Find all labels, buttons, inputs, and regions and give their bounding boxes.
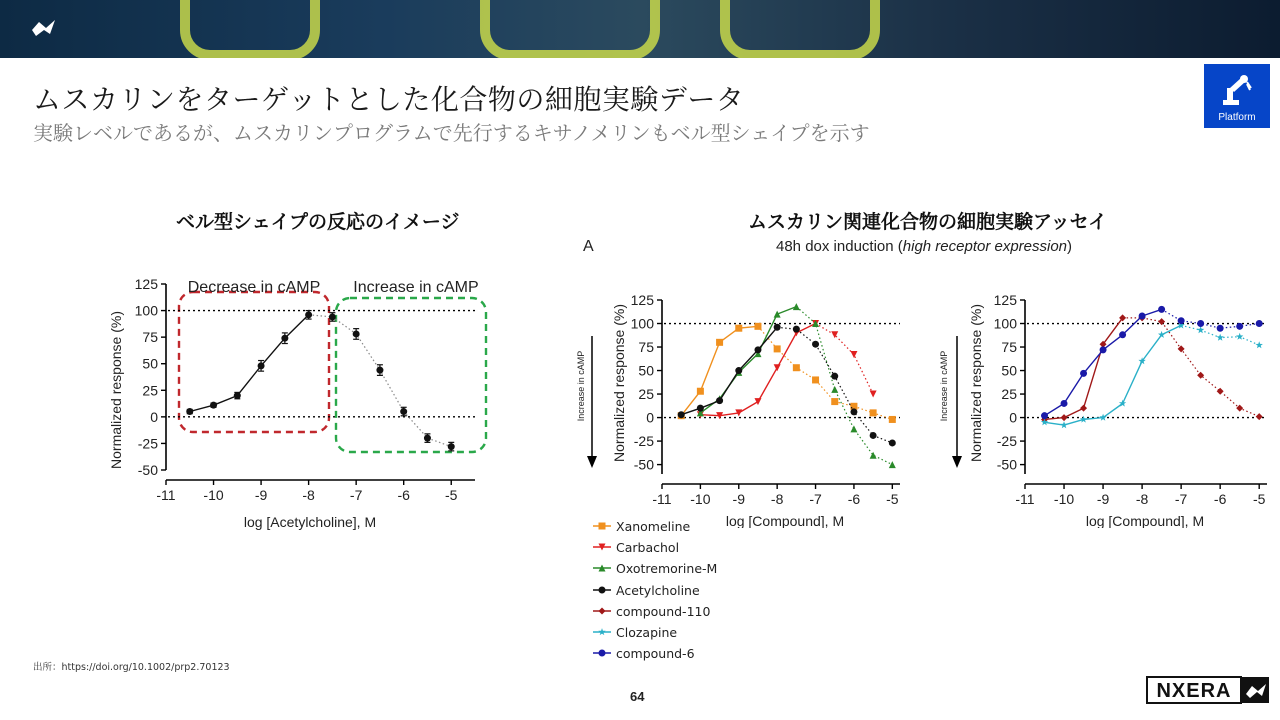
- condition-end: ): [1067, 238, 1073, 255]
- header-banner: [0, 0, 1280, 58]
- arrow-head-icon: [587, 456, 597, 468]
- x-tick-label: -9: [254, 487, 268, 503]
- data-point: [774, 345, 781, 352]
- x-tick-label: -5: [1252, 491, 1266, 507]
- y-tick-label: 50: [638, 362, 654, 379]
- data-point: [870, 391, 877, 398]
- series-line: [1045, 309, 1162, 415]
- legend-label: Xanomeline: [616, 519, 691, 534]
- bell-shape-chart: [100, 270, 490, 532]
- legend-label: Oxotremorine-M: [616, 561, 718, 577]
- y-axis-label: Normalized response (%): [968, 304, 984, 462]
- legend-marker: [599, 650, 606, 657]
- arrow-head-icon: [952, 456, 962, 468]
- data-point: [812, 376, 819, 383]
- y-axis-label: Normalized response (%): [108, 311, 124, 469]
- data-point: [793, 326, 800, 333]
- data-point: [1041, 412, 1048, 419]
- legend-swatch: [592, 647, 612, 659]
- data-point: [1060, 421, 1067, 428]
- data-point: [448, 443, 455, 450]
- data-point: [831, 386, 838, 393]
- data-point: [1217, 334, 1224, 341]
- data-point: [210, 402, 217, 409]
- x-tick-label: -7: [1174, 491, 1188, 507]
- legend-label: compound-110: [616, 603, 711, 619]
- nxera-wordmark: NXERA: [1156, 680, 1232, 702]
- banner-decoration: [480, 0, 660, 58]
- data-point: [774, 364, 781, 371]
- y-tick-label: 0: [1009, 409, 1017, 426]
- data-point: [1100, 346, 1107, 353]
- condition-italic: high receptor expression: [902, 238, 1068, 255]
- y-tick-label: 25: [142, 382, 158, 399]
- data-point: [793, 303, 800, 310]
- x-tick-label: -8: [770, 491, 784, 507]
- data-point: [870, 432, 877, 439]
- data-point: [1061, 414, 1068, 421]
- y-tick-label: 100: [134, 302, 158, 319]
- legend-marker: [599, 523, 606, 530]
- data-point: [697, 405, 704, 412]
- data-point: [678, 411, 685, 418]
- data-point: [774, 324, 781, 331]
- data-point: [697, 388, 704, 395]
- data-point: [850, 408, 857, 415]
- x-tick-label: -10: [1053, 491, 1075, 507]
- y-tick-label: 100: [993, 315, 1017, 332]
- nxera-logo: [1146, 676, 1270, 704]
- data-point: [1197, 320, 1204, 327]
- data-point: [1080, 405, 1087, 412]
- y-axis-label: Normalized response (%): [611, 304, 627, 462]
- x-tick-label: -8: [1135, 491, 1149, 507]
- series-line-dotted: [777, 327, 892, 443]
- data-point: [735, 367, 742, 374]
- data-point: [353, 330, 360, 337]
- data-point: [870, 409, 877, 416]
- series-line-dotted: [796, 307, 892, 465]
- condition-text: 48h dox induction (: [776, 238, 903, 255]
- y-tick-label: 0: [150, 408, 158, 425]
- x-tick-label: -6: [1213, 491, 1227, 507]
- data-point: [735, 325, 742, 332]
- page-number: 64: [630, 689, 645, 704]
- data-point: [1178, 317, 1185, 324]
- data-point: [850, 425, 857, 432]
- x-tick-label: -10: [203, 487, 224, 503]
- x-tick-label: -5: [445, 487, 458, 503]
- data-point: [850, 351, 857, 358]
- data-point: [793, 364, 800, 371]
- data-point: [1217, 388, 1224, 395]
- series-line: [1045, 325, 1182, 425]
- data-point: [400, 408, 407, 415]
- x-tick-label: -9: [1096, 491, 1110, 507]
- x-tick-label: -9: [732, 491, 746, 507]
- series-line-dotted: [1123, 318, 1260, 417]
- data-point: [1139, 312, 1146, 319]
- y-tick-label: 75: [638, 339, 654, 356]
- data-point: [424, 435, 431, 442]
- series-line: [681, 327, 777, 414]
- data-point: [1158, 318, 1165, 325]
- right-section-title: ムスカリン関連化合物の細胞実験アッセイ: [748, 211, 1108, 233]
- legend-label: compound-6: [616, 646, 695, 662]
- panel-letter: A: [583, 238, 594, 255]
- y-tick-label: 125: [630, 292, 654, 308]
- y-tick-label: -50: [996, 456, 1017, 473]
- legend-swatch: [592, 584, 612, 596]
- x-tick-label: -8: [302, 487, 315, 503]
- legend-label: Acetylcholine: [616, 582, 700, 598]
- increase-annotation: Increase in cAMP: [353, 279, 479, 296]
- y-tick-label: 0: [646, 409, 654, 426]
- data-point: [258, 362, 265, 369]
- data-point: [376, 367, 383, 374]
- data-point: [1099, 414, 1106, 421]
- source-citation: 出所：https://doi.org/10.1002/prp2.70123: [33, 662, 230, 673]
- data-point: [1119, 331, 1126, 338]
- data-point: [831, 331, 838, 338]
- x-axis-label: log [Compound], M: [1085, 513, 1205, 528]
- y-tick-label: 25: [1001, 386, 1017, 403]
- x-tick-label: -11: [156, 487, 176, 503]
- series-line: [1045, 318, 1123, 420]
- data-point: [305, 311, 312, 318]
- series-line-dotted: [1162, 309, 1260, 328]
- data-point: [812, 341, 819, 348]
- data-point: [1080, 370, 1087, 377]
- data-point: [889, 439, 896, 446]
- legend-label: Clozapine: [616, 624, 678, 640]
- x-tick-label: -5: [886, 491, 899, 507]
- y-tick-label: 75: [1001, 339, 1017, 356]
- y-tick-label: -50: [137, 462, 158, 478]
- data-point: [1256, 413, 1263, 420]
- page-subtitle: 実験レベルであるが、ムスカリンプログラムで先行するキサノメリンもベル型シェイプを示す: [33, 121, 870, 145]
- data-point: [1217, 325, 1224, 332]
- data-point: [234, 392, 241, 399]
- decrease-annotation: Decrease in cAMP: [187, 279, 321, 296]
- series-line-dotted: [758, 326, 892, 419]
- series-line: [190, 315, 309, 412]
- data-point: [1158, 331, 1165, 338]
- data-point: [716, 397, 723, 404]
- x-tick-label: -10: [690, 491, 711, 507]
- platform-badge[interactable]: [1204, 64, 1270, 128]
- side-label: Increase in cAMP: [939, 350, 949, 422]
- left-section-title: ベル型シェイプの反応のイメージ: [176, 211, 460, 233]
- data-point: [1236, 323, 1243, 330]
- robot-arm-icon: [1217, 70, 1257, 110]
- y-tick-label: 125: [134, 276, 158, 292]
- data-point: [1061, 400, 1068, 407]
- x-tick-label: -7: [809, 491, 822, 507]
- y-tick-label: -25: [996, 433, 1017, 450]
- legend-swatch: [592, 520, 612, 532]
- x-tick-label: -6: [397, 487, 410, 503]
- data-point: [774, 311, 781, 318]
- legend-swatch: [592, 562, 612, 574]
- data-point: [754, 323, 761, 330]
- data-point: [1256, 320, 1263, 327]
- y-tick-label: -25: [633, 433, 654, 450]
- data-point: [716, 339, 723, 346]
- y-tick-label: 125: [993, 292, 1017, 308]
- data-point: [889, 416, 896, 423]
- y-tick-label: -25: [137, 435, 158, 452]
- y-tick-label: 25: [638, 386, 654, 403]
- legend-marker: [599, 586, 606, 593]
- legend-marker: [598, 628, 605, 635]
- data-point: [870, 452, 877, 459]
- platform-label: Platform: [1218, 112, 1256, 123]
- page-title: ムスカリンをターゲットとした化合物の細胞実験データ: [33, 83, 745, 116]
- legend-swatch: [592, 605, 612, 617]
- x-axis-label: log [Acetylcholine], M: [243, 514, 377, 530]
- x-tick-label: -6: [847, 491, 861, 507]
- data-point: [186, 408, 193, 415]
- condition-label: [776, 238, 1072, 255]
- y-tick-label: -50: [633, 456, 654, 473]
- x-tick-label: -11: [652, 491, 672, 507]
- data-point: [1197, 326, 1204, 333]
- legend-swatch: [592, 626, 612, 638]
- data-point: [754, 346, 761, 353]
- data-point: [831, 373, 838, 380]
- data-point: [1236, 333, 1243, 340]
- y-tick-label: 100: [630, 315, 654, 332]
- data-point: [754, 398, 761, 405]
- compound-response-chart-a: [570, 288, 900, 528]
- data-point: [1256, 341, 1263, 348]
- data-point: [889, 461, 896, 468]
- y-tick-label: 50: [142, 355, 158, 372]
- legend-label: Carbachol: [616, 540, 680, 556]
- increase-region-box: [336, 298, 486, 452]
- legend-marker: [599, 607, 606, 614]
- x-axis-label: log [Compound], M: [725, 513, 845, 528]
- legend-swatch: [592, 541, 612, 553]
- banner-decoration: [180, 0, 320, 58]
- data-point: [281, 335, 288, 342]
- x-tick-label: -7: [349, 487, 363, 503]
- data-point: [1158, 306, 1165, 313]
- data-point: [329, 313, 336, 320]
- side-label: Increase in cAMP: [576, 350, 586, 422]
- compound-response-chart-b: [935, 288, 1270, 528]
- banner-decoration: [720, 0, 880, 58]
- brand-mark-icon: [30, 16, 60, 40]
- x-tick-label: -11: [1015, 491, 1035, 507]
- y-tick-label: 75: [142, 329, 158, 346]
- data-point: [831, 398, 838, 405]
- y-tick-label: 50: [1001, 362, 1017, 379]
